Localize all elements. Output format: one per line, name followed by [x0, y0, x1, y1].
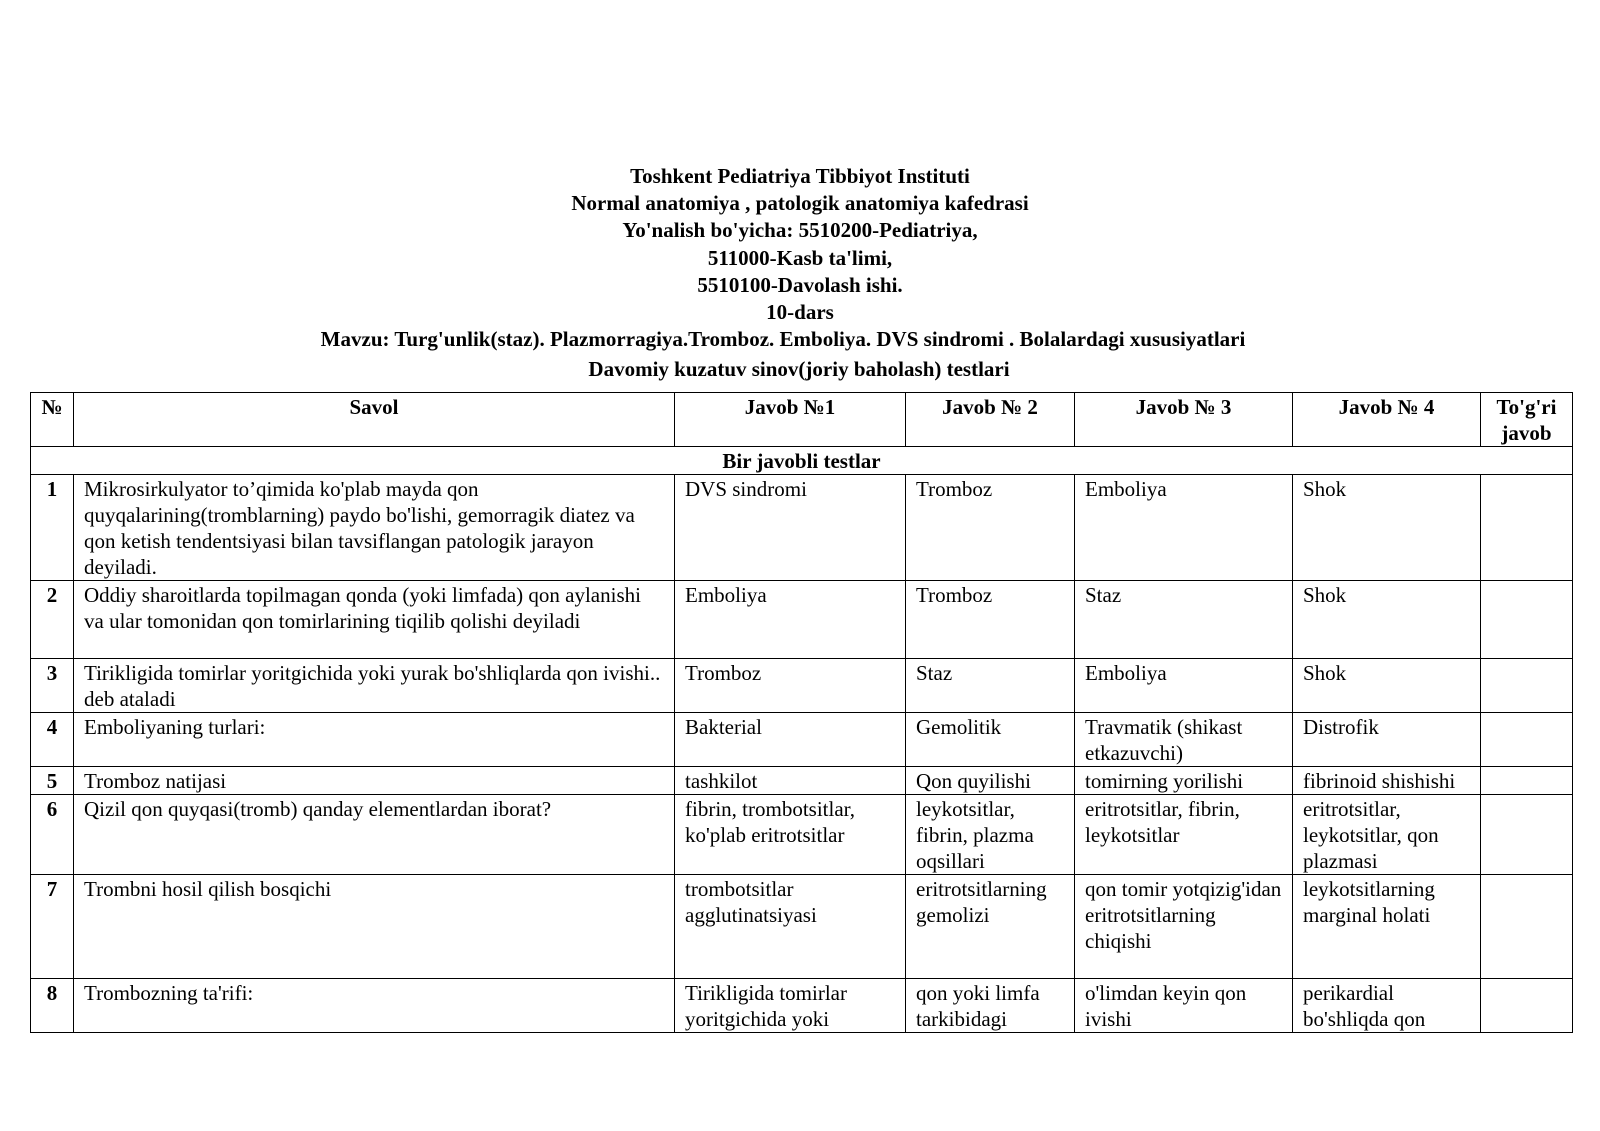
correct-answer-cell: [1481, 979, 1573, 1033]
table-row: [31, 795, 1573, 875]
question-cell: Emboliyaning turlari:: [74, 713, 675, 767]
correct-answer-cell: [1481, 475, 1573, 581]
answer-3-cell: qon tomir yotqizig'idan eritrotsitlarning chiqishi: [1075, 875, 1293, 979]
correct-answer-cell: [1481, 767, 1573, 795]
question-cell: Qizil qon quyqasi(tromb) qanday elementlardan iborat?: [74, 795, 675, 875]
column-header-answer-3: Javob № 3: [1075, 393, 1293, 447]
column-header-answer-4: Javob № 4: [1293, 393, 1481, 447]
answer-2-cell: eritrotsitlarning gemolizi: [906, 875, 1075, 979]
answer-3-cell: Travmatik (shikast etkazuvchi): [1075, 713, 1293, 767]
direction-line-2: 511000-Kasb ta'limi,: [707, 245, 893, 270]
document-header: [0, 163, 1600, 384]
answer-1-cell: tashkilot: [675, 767, 906, 795]
answer-1-cell: fibrin, trombotsitlar, ko'plab eritrotsitlar: [675, 795, 906, 875]
tests-subtitle: Davomiy kuzatuv sinov(joriy baholash) testlari: [588, 357, 1010, 382]
topic-title: Mavzu: Turg'unlik(staz). Plazmorragiya.Tromboz. Emboliya. DVS sindromi . Bolalardagi xususiyatlari: [320, 327, 1246, 352]
question-cell: Mikrosirkulyator to’qimida ko'plab mayda qon quyqalarining(tromblarning) paydo bo'lishi, gemorragik diatez va qon ketish tendentsiyasi bilan tavsiflangan patologik jarayon deyiladi.: [74, 475, 675, 581]
question-cell: Oddiy sharoitlarda topilmagan qonda (yoki limfada) qon aylanishi va ular tomonidan qon tomirlarining tiqilib qolishi deyiladi: [74, 581, 675, 659]
answer-1-cell: Tromboz: [675, 659, 906, 713]
column-header-question: Savol: [74, 393, 675, 447]
column-header-correct-answer: To'g'ri javob: [1481, 393, 1573, 447]
department-title: Normal anatomiya , patologik anatomiya kafedrasi: [571, 191, 1029, 216]
table-row: [31, 875, 1573, 979]
row-number: 4: [31, 713, 74, 767]
row-number: 7: [31, 875, 74, 979]
answer-2-cell: qon yoki limfa tarkibidagi: [906, 979, 1075, 1033]
question-cell: Tromboz natijasi: [74, 767, 675, 795]
lesson-number: 10-dars: [766, 300, 834, 325]
answer-4-cell: Shok: [1293, 475, 1481, 581]
tests-table: [30, 392, 1573, 1033]
table-row: [31, 767, 1573, 795]
answer-1-cell: trombotsitlar agglutinatsiyasi: [675, 875, 906, 979]
answer-2-cell: Staz: [906, 659, 1075, 713]
column-header-answer-2: Javob № 2: [906, 393, 1075, 447]
row-number: 6: [31, 795, 74, 875]
answer-4-cell: Distrofik: [1293, 713, 1481, 767]
section-row: [31, 447, 1573, 475]
answer-3-cell: Emboliya: [1075, 475, 1293, 581]
answer-2-cell: Qon quyilishi: [906, 767, 1075, 795]
column-header-number: №: [31, 393, 74, 447]
answer-2-cell: Tromboz: [906, 581, 1075, 659]
correct-answer-cell: [1481, 713, 1573, 767]
row-number: 2: [31, 581, 74, 659]
correct-answer-cell: [1481, 795, 1573, 875]
answer-4-cell: perikardial bo'shliqda qon: [1293, 979, 1481, 1033]
correct-answer-cell: [1481, 581, 1573, 659]
row-number: 1: [31, 475, 74, 581]
row-number: 5: [31, 767, 74, 795]
answer-3-cell: Emboliya: [1075, 659, 1293, 713]
answer-2-cell: leykotsitlar, fibrin, plazma oqsillari: [906, 795, 1075, 875]
answer-3-cell: eritrotsitlar, fibrin, leykotsitlar: [1075, 795, 1293, 875]
correct-answer-cell: [1481, 875, 1573, 979]
correct-answer-cell: [1481, 659, 1573, 713]
question-cell: Trombozning ta'rifi:: [74, 979, 675, 1033]
answer-4-cell: leykotsitlarning marginal holati: [1293, 875, 1481, 979]
table-row: [31, 979, 1573, 1033]
answer-2-cell: Tromboz: [906, 475, 1075, 581]
table-header-row: [31, 393, 1573, 447]
answer-3-cell: o'limdan keyin qon ivishi: [1075, 979, 1293, 1033]
direction-line-3: 5510100-Davolash ishi.: [697, 272, 903, 297]
section-label: Bir javobli testlar: [31, 447, 1573, 475]
table-row: [31, 713, 1573, 767]
row-number: 8: [31, 979, 74, 1033]
answer-1-cell: Bakterial: [675, 713, 906, 767]
answer-4-cell: Shok: [1293, 581, 1481, 659]
institute-title: Toshkent Pediatriya Tibbiyot Instituti: [630, 164, 970, 188]
answer-3-cell: tomirning yorilishi: [1075, 767, 1293, 795]
answer-3-cell: Staz: [1075, 581, 1293, 659]
table-row: [31, 659, 1573, 713]
answer-4-cell: fibrinoid shishishi: [1293, 767, 1481, 795]
table-row: [31, 581, 1573, 659]
question-cell: Trombni hosil qilish bosqichi: [74, 875, 675, 979]
table-row: [31, 475, 1573, 581]
answer-1-cell: Tirikligida tomirlar yoritgichida yoki: [675, 979, 906, 1033]
column-header-answer-1: Javob №1: [675, 393, 906, 447]
answer-1-cell: DVS sindromi: [675, 475, 906, 581]
answer-1-cell: Emboliya: [675, 581, 906, 659]
answer-4-cell: Shok: [1293, 659, 1481, 713]
row-number: 3: [31, 659, 74, 713]
answer-4-cell: eritrotsitlar, leykotsitlar, qon plazmasi: [1293, 795, 1481, 875]
direction-line-1: Yo'nalish bo'yicha: 5510200-Pediatriya,: [622, 218, 978, 243]
question-cell: Tirikligida tomirlar yoritgichida yoki yurak bo'shliqlarda qon ivishi.. deb ataladi: [74, 659, 675, 713]
answer-2-cell: Gemolitik: [906, 713, 1075, 767]
